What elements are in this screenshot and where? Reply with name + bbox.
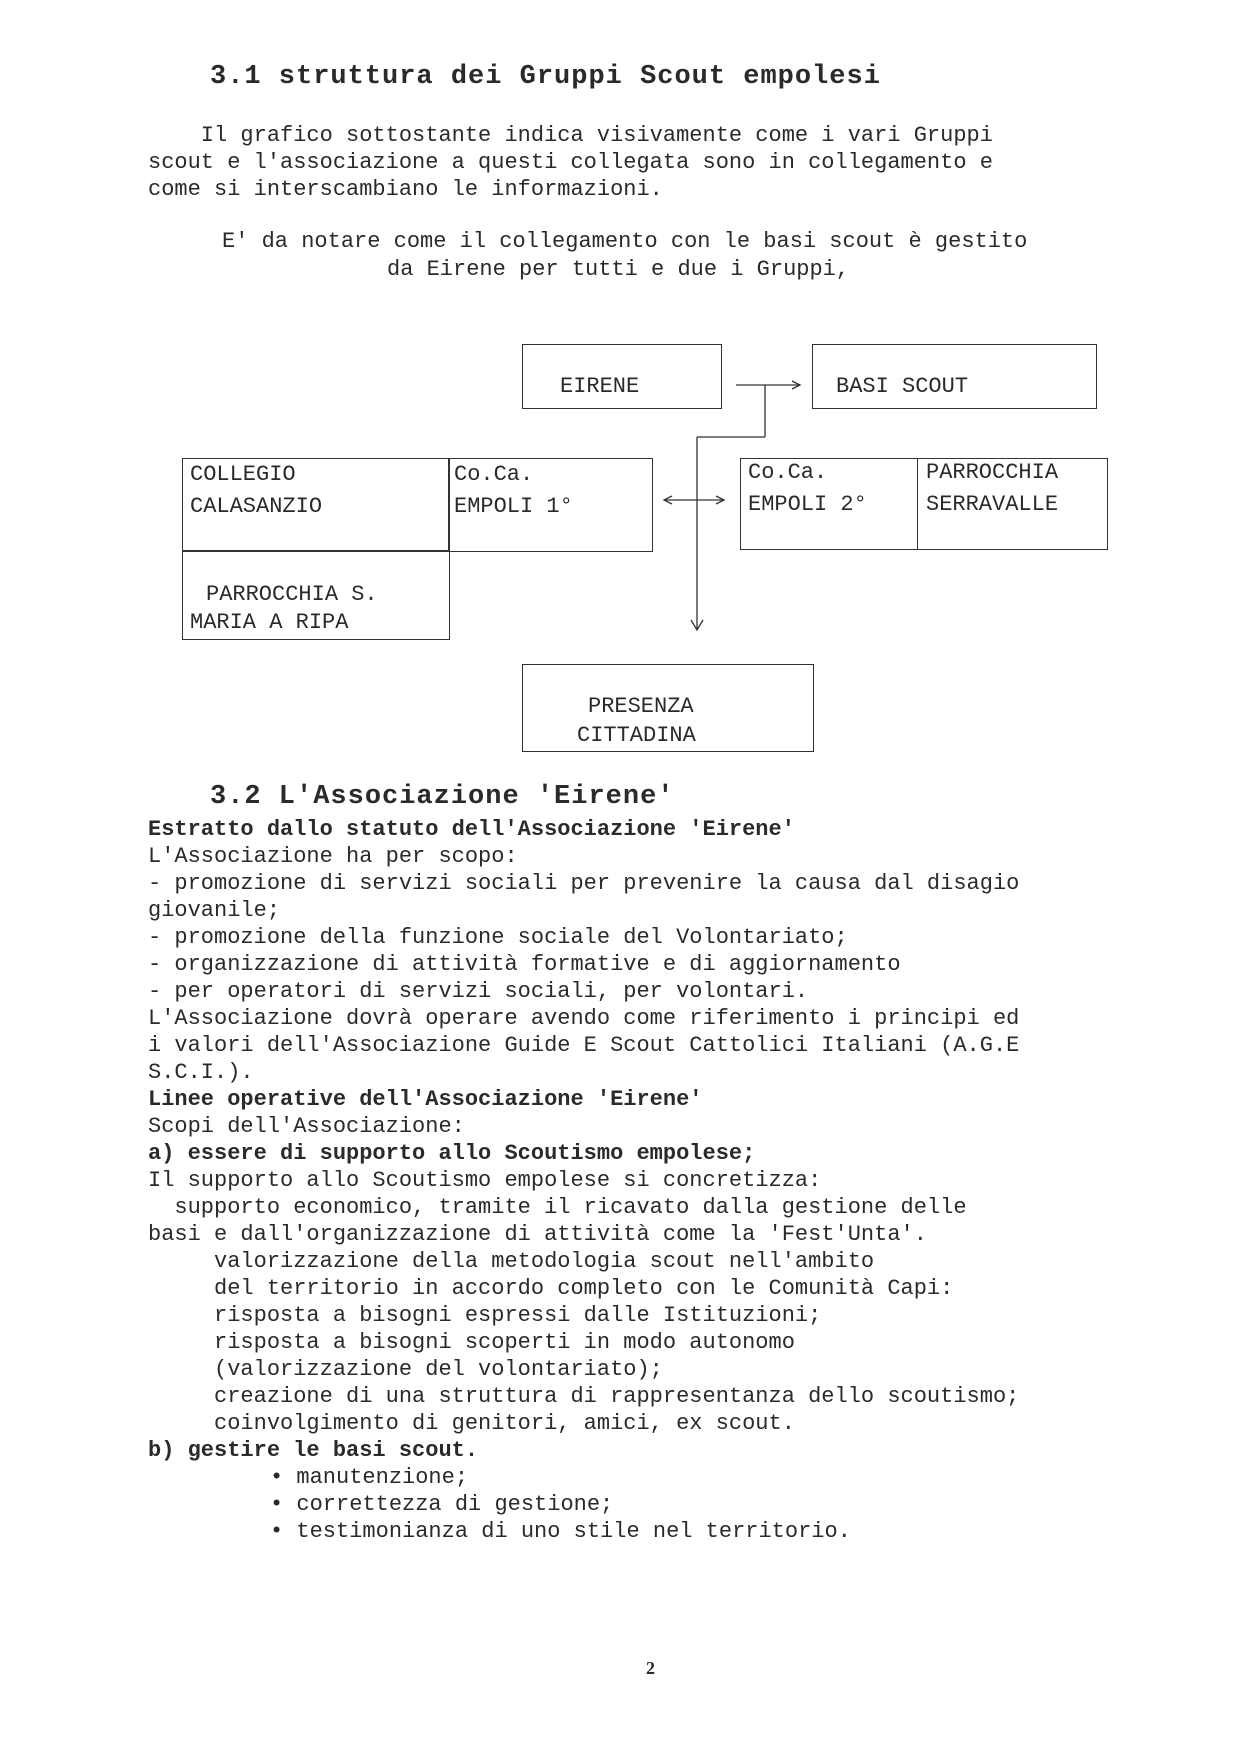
presenza-line: CITTADINA: [577, 723, 696, 748]
statute-line: L'Associazione dovrà operare avendo come riferimento i principi ed: [148, 1006, 1020, 1031]
coca2-line: Co.Ca.: [748, 460, 828, 485]
statute-line: - organizzazione di attività formative e di aggiornamento: [148, 952, 901, 977]
statute-line: - promozione di servizi sociali per prevenire la causa dal disagio: [148, 871, 1020, 896]
note-line: da Eirene per tutti e due i Gruppi,: [387, 257, 850, 282]
eirene-label: EIRENE: [560, 374, 640, 399]
serravalle-line: SERRAVALLE: [926, 492, 1059, 517]
coca1-line: EMPOLI 1°: [454, 494, 573, 519]
statute-line: giovanile;: [148, 898, 281, 923]
point-a: a) essere di supporto allo Scoutismo empolese;: [148, 1141, 756, 1166]
scopes-label: Scopi dell'Associazione:: [148, 1114, 465, 1139]
coca1-line: Co.Ca.: [454, 462, 534, 487]
statute-line: i valori dell'Associazione Guide E Scout Cattolici Italiani (A.G.E: [148, 1033, 1020, 1058]
note-line: E' da notare come il collegamento con le basi scout è gestito: [222, 229, 1028, 254]
statute-line: L'Associazione ha per scopo:: [148, 844, 518, 869]
page-number: 2: [646, 1658, 655, 1678]
statute-line: - per operatori di servizi sociali, per volontari.: [148, 979, 809, 1004]
bullet-icon: •: [270, 1465, 297, 1490]
statute-line: S.C.I.).: [148, 1060, 254, 1085]
intro-line: scout e l'associazione a questi collegata sono in collegamento e: [148, 150, 993, 175]
bullet-item: • correttezza di gestione;: [270, 1492, 614, 1517]
support-line: supporto economico, tramite il ricavato dalla gestione delle: [148, 1195, 967, 1220]
support-line: del territorio in accordo completo con le Comunità Capi:: [148, 1276, 954, 1301]
support-line: risposta a bisogni espressi dalle Istituzioni;: [148, 1303, 822, 1328]
support-line: Il supporto allo Scoutismo empolese si concretizza:: [148, 1168, 822, 1193]
presenza-line: PRESENZA: [588, 694, 694, 719]
intro-line: come si interscambiano le informazioni.: [148, 177, 663, 202]
bullet-icon: •: [270, 1492, 297, 1517]
support-line: (valorizzazione del volontariato);: [148, 1357, 663, 1382]
collegio-line: CALASANZIO: [190, 494, 323, 519]
support-line: basi e dall'organizzazione di attività come la 'Fest'Unta'.: [148, 1222, 927, 1247]
coca2-line: EMPOLI 2°: [748, 492, 867, 517]
ripa-line: MARIA A RIPA: [190, 610, 349, 635]
collegio-line: COLLEGIO: [190, 462, 296, 487]
support-line: risposta a bisogni scoperti in modo autonomo: [148, 1330, 795, 1355]
ripa-line: PARROCCHIA S.: [206, 582, 378, 607]
point-b: b) gestire le basi scout.: [148, 1438, 479, 1463]
support-line: creazione di una struttura di rappresentanza dello scoutismo;: [148, 1384, 1020, 1409]
lines-heading: Linee operative dell'Associazione 'Eirene': [148, 1087, 703, 1112]
basi-scout-label: BASI SCOUT: [836, 374, 969, 399]
support-line: valorizzazione della metodologia scout nell'ambito: [148, 1249, 875, 1274]
bullet-item: • manutenzione;: [270, 1465, 469, 1490]
statute-line: - promozione della funzione sociale del Volontariato;: [148, 925, 848, 950]
support-line: coinvolgimento di genitori, amici, ex scout.: [148, 1411, 795, 1436]
section-title-3-2: 3.2 L'Associazione 'Eirene': [210, 782, 675, 812]
bullet-item: • testimonianza di uno stile nel territorio.: [270, 1519, 851, 1544]
bullet-icon: •: [270, 1519, 297, 1544]
section-title-3-1: 3.1 struttura dei Gruppi Scout empolesi: [210, 62, 881, 92]
intro-line: Il grafico sottostante indica visivamente come i vari Gruppi: [148, 123, 993, 148]
extract-heading: Estratto dallo statuto dell'Associazione 'Eirene': [148, 817, 795, 842]
serravalle-line: PARROCCHIA: [926, 460, 1059, 485]
